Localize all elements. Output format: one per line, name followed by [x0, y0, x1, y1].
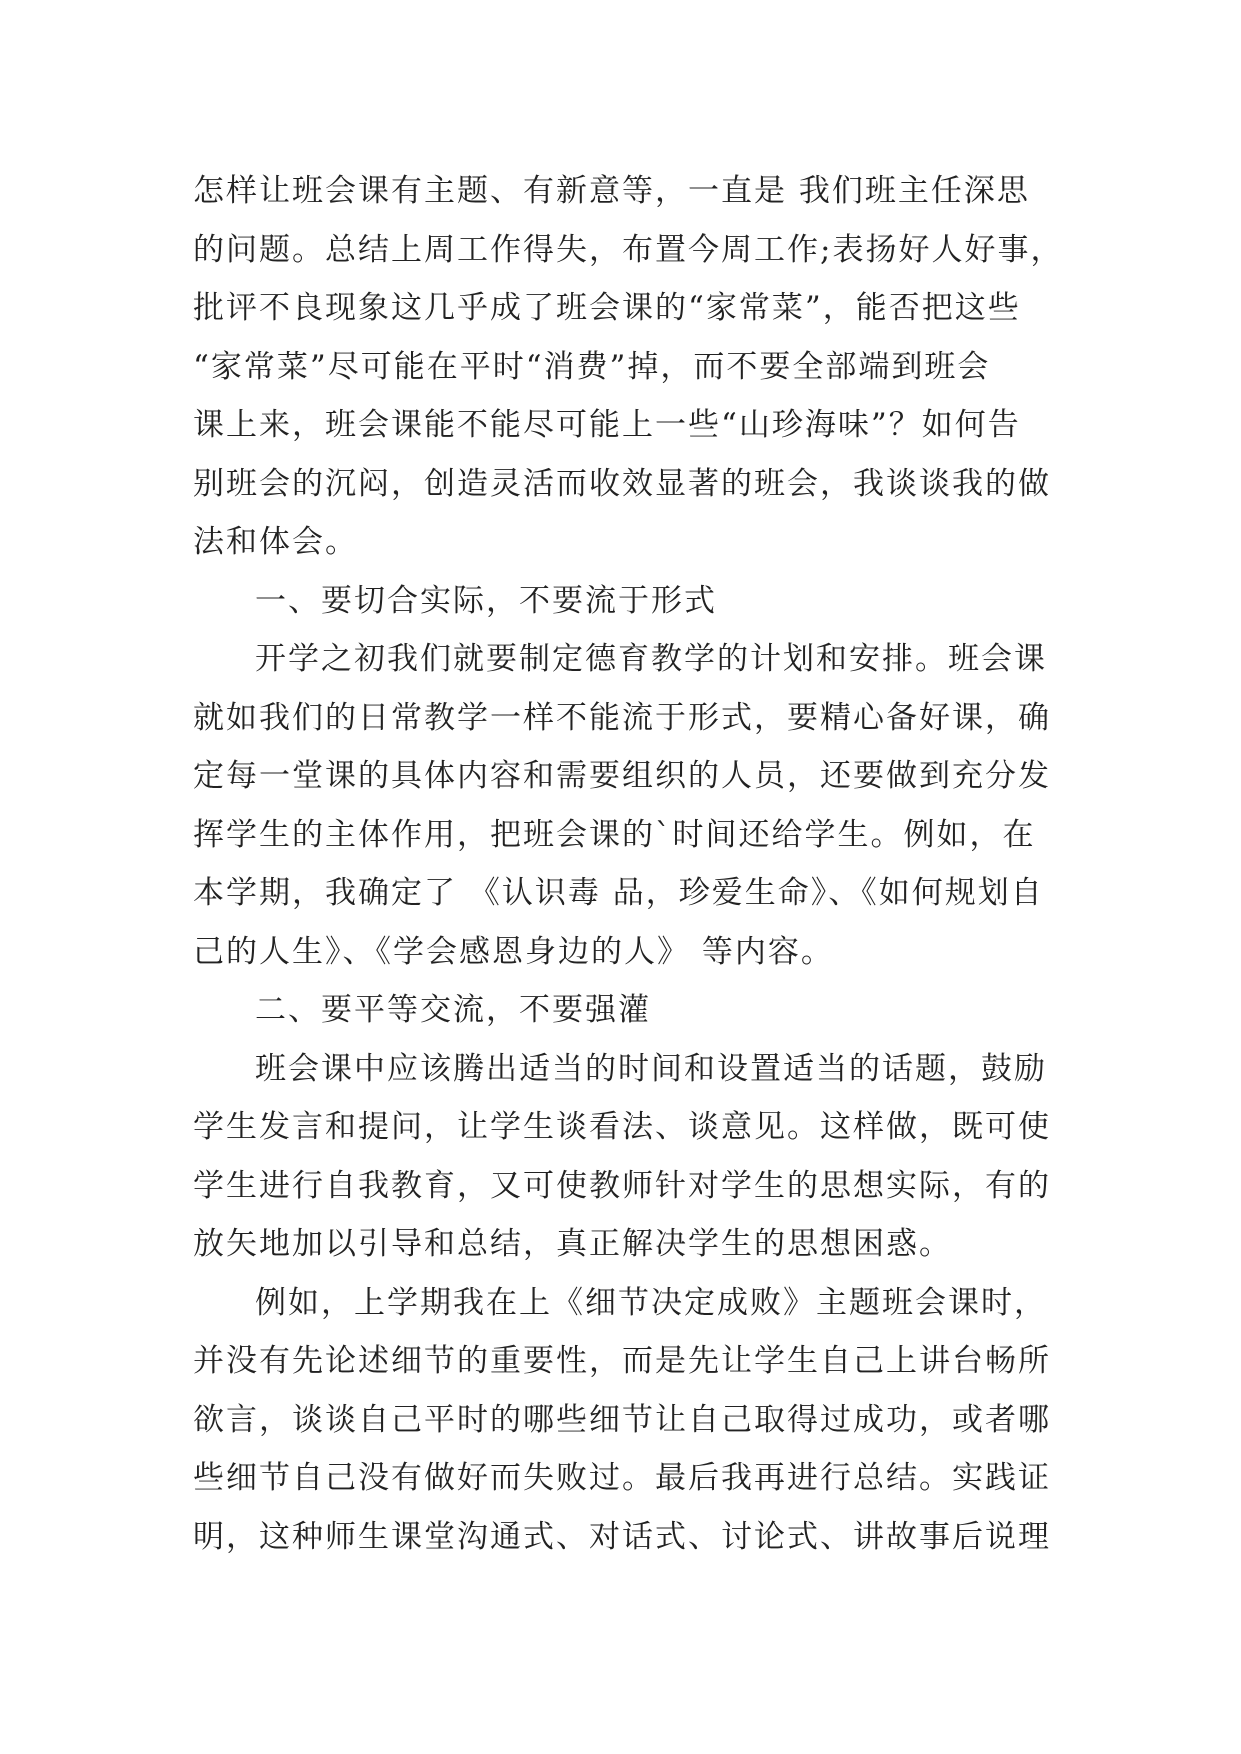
paragraph-line: 些细节自己没有做好而失败过。最后我再进行总结。实践证 [193, 1460, 1051, 1496]
paragraph-line: 放矢地加以引导和总结，真正解决学生的思想困惑。 [193, 1226, 952, 1262]
paragraph-line: 就如我们的日常教学一样不能流于形式，要精心备好课，确 [193, 699, 1051, 736]
paragraph-line: 怎样让班会课有主题、有新意等，一直是 我们班主任深思 [193, 173, 1030, 209]
paragraph-line: 学生发言和提问，让学生谈看法、谈意见。这样做，既可使 [193, 1109, 1051, 1145]
paragraph-line: 课上来，班会课能不能尽可能上一些“山珍海味”？如何告 [193, 407, 1021, 443]
paragraph-line: 己的人生》、《学会感恩身边的人》 等内容。 [193, 933, 834, 970]
paragraph-line: 开学之初我们就要制定德育教学的计划和安排。班会课 [255, 641, 1047, 677]
paragraph-line: 别班会的沉闷，创造灵活而收效显著的班会，我谈谈我的做 [193, 465, 1051, 502]
paragraph-line: 批评不良现象这几乎成了班会课的“家常菜”，能否把这些 [193, 290, 1021, 326]
paragraph-line: 欲言，谈谈自己平时的哪些细节让自己取得过成功，或者哪 [193, 1401, 1051, 1438]
paragraph-line: 本学期，我确定了 《认识毒 品，珍爱生命》、《如何规划自 [193, 875, 1044, 911]
paragraph-line: 的问题。总结上周工作得失，布置今周工作;表扬好人好事， [193, 231, 1064, 268]
paragraph-line: 定每一堂课的具体内容和需要组织的人员，还要做到充分发 [193, 758, 1051, 794]
paragraph-line: 明，这种师生课堂沟通式、对话式、讨论式、讲故事后说理 [193, 1518, 1051, 1555]
paragraph-line: 班会课中应该腾出适当的时间和设置适当的话题，鼓励 [255, 1050, 1047, 1087]
paragraph-line: 学生进行自我教育，又可使教师针对学生的思想实际，有的 [193, 1167, 1051, 1204]
paragraph-line: 例如，上学期我在上《细节决定成败》主题班会课时， [255, 1284, 1047, 1321]
paragraph-line: “家常菜”尽可能在平时“消费”掉，而不要全部端到班会 [193, 348, 991, 385]
section-heading: 一、要切合实际，不要流于形式 [255, 582, 717, 619]
section-heading: 二、要平等交流，不要强灌 [255, 992, 651, 1028]
paragraph-line: 并没有先论述细节的重要性，而是先让学生自己上讲台畅所 [193, 1343, 1051, 1379]
paragraph-line: 法和体会。 [193, 524, 358, 560]
paragraph-line: 挥学生的主体作用，把班会课的`时间还给学生。例如，在 [193, 816, 1036, 853]
document-body [193, 162, 1064, 1566]
